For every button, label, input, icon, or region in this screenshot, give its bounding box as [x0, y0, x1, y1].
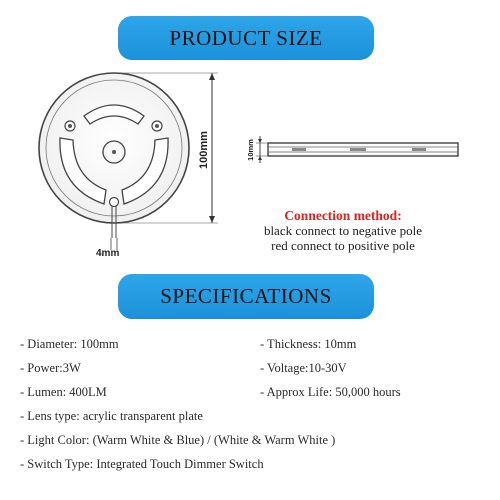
spec-power: - Power:3W [20, 361, 81, 375]
spec-light-color: - Light Color: (Warm White & Blue) / (White & Warm White ) [20, 433, 336, 447]
product-size-banner: PRODUCT SIZE [118, 16, 374, 60]
connection-method [238, 208, 448, 253]
spec-switch: - Switch Type: Integrated Touch Dimmer Switch [20, 457, 264, 471]
spec-voltage: - Voltage:10-30V [260, 361, 347, 375]
spec-lumen: - Lumen: 400LM [20, 385, 107, 399]
disc-side-view [256, 136, 458, 163]
specifications-banner: SPECIFICATIONS [118, 274, 374, 319]
disc-top-view [39, 73, 189, 238]
connection-title: Connection method: [284, 208, 402, 223]
spec-diameter: - Diameter: 100mm [20, 337, 119, 351]
hole-size-label: 4mm [96, 248, 120, 259]
thickness-label: 10mm [246, 139, 255, 161]
spec-lens: - Lens type: acrylic transparent plate [20, 409, 203, 423]
connection-positive: red connect to positive pole [271, 238, 415, 253]
wire-hole [110, 198, 119, 207]
spec-life: - Approx Life: 50,000 hours [260, 385, 401, 399]
spec-thickness: - Thickness: 10mm [260, 337, 357, 351]
diameter-label: 100mm [198, 131, 210, 169]
connection-negative: black connect to negative pole [263, 223, 423, 238]
